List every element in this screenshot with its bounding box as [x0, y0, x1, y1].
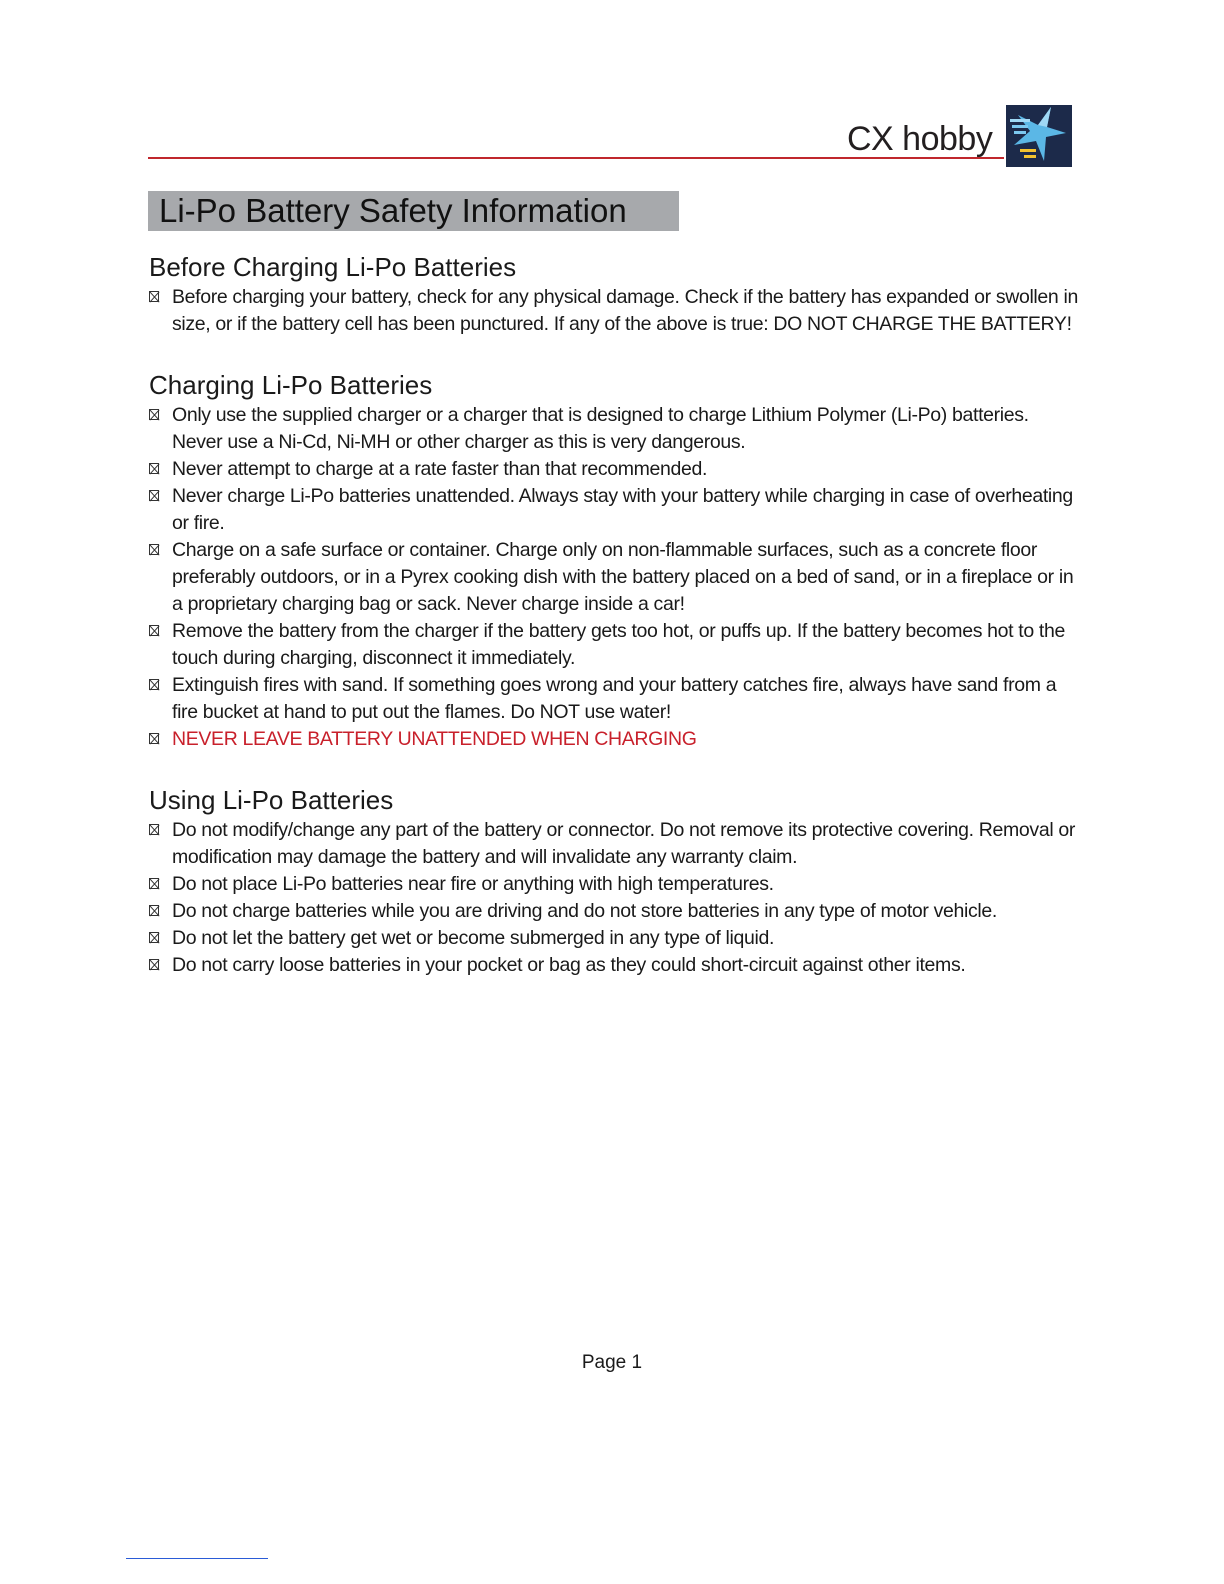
brand-name: CX hobby: [847, 120, 993, 158]
star-logo-icon: [1006, 105, 1072, 167]
list-item: [149, 537, 1079, 618]
box-bullet-icon: [149, 544, 159, 555]
box-bullet-icon: [149, 679, 159, 690]
list-item-text: Do not let the battery get wet or become submerged in any type of liquid.: [172, 927, 775, 949]
warning-text: NEVER LEAVE BATTERY UNATTENDED WHEN CHARGING: [172, 728, 697, 750]
list-item: [149, 726, 1079, 753]
page-number: Page 1: [581, 1352, 643, 1373]
list-item: [149, 456, 1079, 483]
list-item: [149, 618, 1079, 672]
list-item: [149, 898, 1079, 925]
list-item-text: Extinguish fires with sand. If something goes wrong and your battery catches fire, always have sand from a fire bucket at hand to put out the flames. Do NOT use water!: [172, 674, 1057, 723]
box-bullet-icon: [149, 824, 159, 835]
list-item: [149, 672, 1079, 726]
box-bullet-icon: [149, 463, 159, 474]
list-item: [149, 871, 1079, 898]
box-bullet-icon: [149, 733, 159, 744]
box-bullet-icon: [149, 905, 159, 916]
link-underline: [126, 1558, 268, 1559]
list-item-text: Never charge Li-Po batteries unattended. Always stay with your battery while charging in case of overheating or fire.: [172, 485, 1073, 534]
section-heading: Charging Li-Po Batteries: [149, 370, 433, 400]
list-item-text: Charge on a safe surface or container. Charge only on non-flammable surfaces, such as a concrete floor preferably outdoors, or in a Pyrex cooking dish with the battery placed on a bed of sand, or in a fireplace or in a proprietary charging bag or sack. Never charge inside a car!: [172, 539, 1074, 615]
section-heading: Using Li-Po Batteries: [149, 785, 394, 815]
list-item-text: Remove the battery from the charger if the battery gets too hot, or puffs up. If the battery becomes hot to the touch during charging, disconnect it immediately.: [172, 620, 1065, 669]
bullet-list: [149, 402, 1079, 753]
list-item-text: Before charging your battery, check for any physical damage. Check if the battery has expanded or swollen in size, or if the battery cell has been punctured. If any of the above is true: DO NOT CHARGE THE BATTERY!: [172, 286, 1078, 335]
section-before-charging: [149, 250, 1079, 338]
list-item: [149, 402, 1079, 456]
list-item-text: Do not carry loose batteries in your pocket or bag as they could short-circuit against other items.: [172, 954, 966, 976]
list-item: [149, 817, 1079, 871]
section-heading: Before Charging Li-Po Batteries: [149, 252, 517, 282]
list-item-text: Do not place Li-Po batteries near fire or anything with high temperatures.: [172, 873, 774, 895]
list-item: [149, 952, 1079, 979]
list-item: [149, 483, 1079, 537]
list-item-text: Never attempt to charge at a rate faster than that recommended.: [172, 458, 708, 480]
box-bullet-icon: [149, 625, 159, 636]
box-bullet-icon: [149, 878, 159, 889]
document-title: Li-Po Battery Safety Information: [148, 191, 679, 231]
bullet-list: [149, 284, 1079, 338]
box-bullet-icon: [149, 490, 159, 501]
bullet-list: [149, 817, 1079, 979]
box-bullet-icon: [149, 959, 159, 970]
list-item-text: Do not charge batteries while you are driving and do not store batteries in any type of motor vehicle.: [172, 900, 997, 922]
section-using: [149, 783, 1079, 979]
list-item: [149, 925, 1079, 952]
box-bullet-icon: [149, 291, 159, 302]
list-item: [149, 284, 1079, 338]
document-body: [149, 250, 1079, 1009]
list-item-text: Only use the supplied charger or a charger that is designed to charge Lithium Polymer (Li-Po) batteries. Never use a Ni-Cd, Ni-MH or other charger as this is very dangerous.: [172, 404, 1029, 453]
box-bullet-icon: [149, 932, 159, 943]
section-charging: [149, 368, 1079, 753]
list-item-text: Do not modify/change any part of the battery or connector. Do not remove its protective covering. Removal or modification may damage the battery and will invalidate any warranty claim.: [172, 819, 1076, 868]
box-bullet-icon: [149, 409, 159, 420]
